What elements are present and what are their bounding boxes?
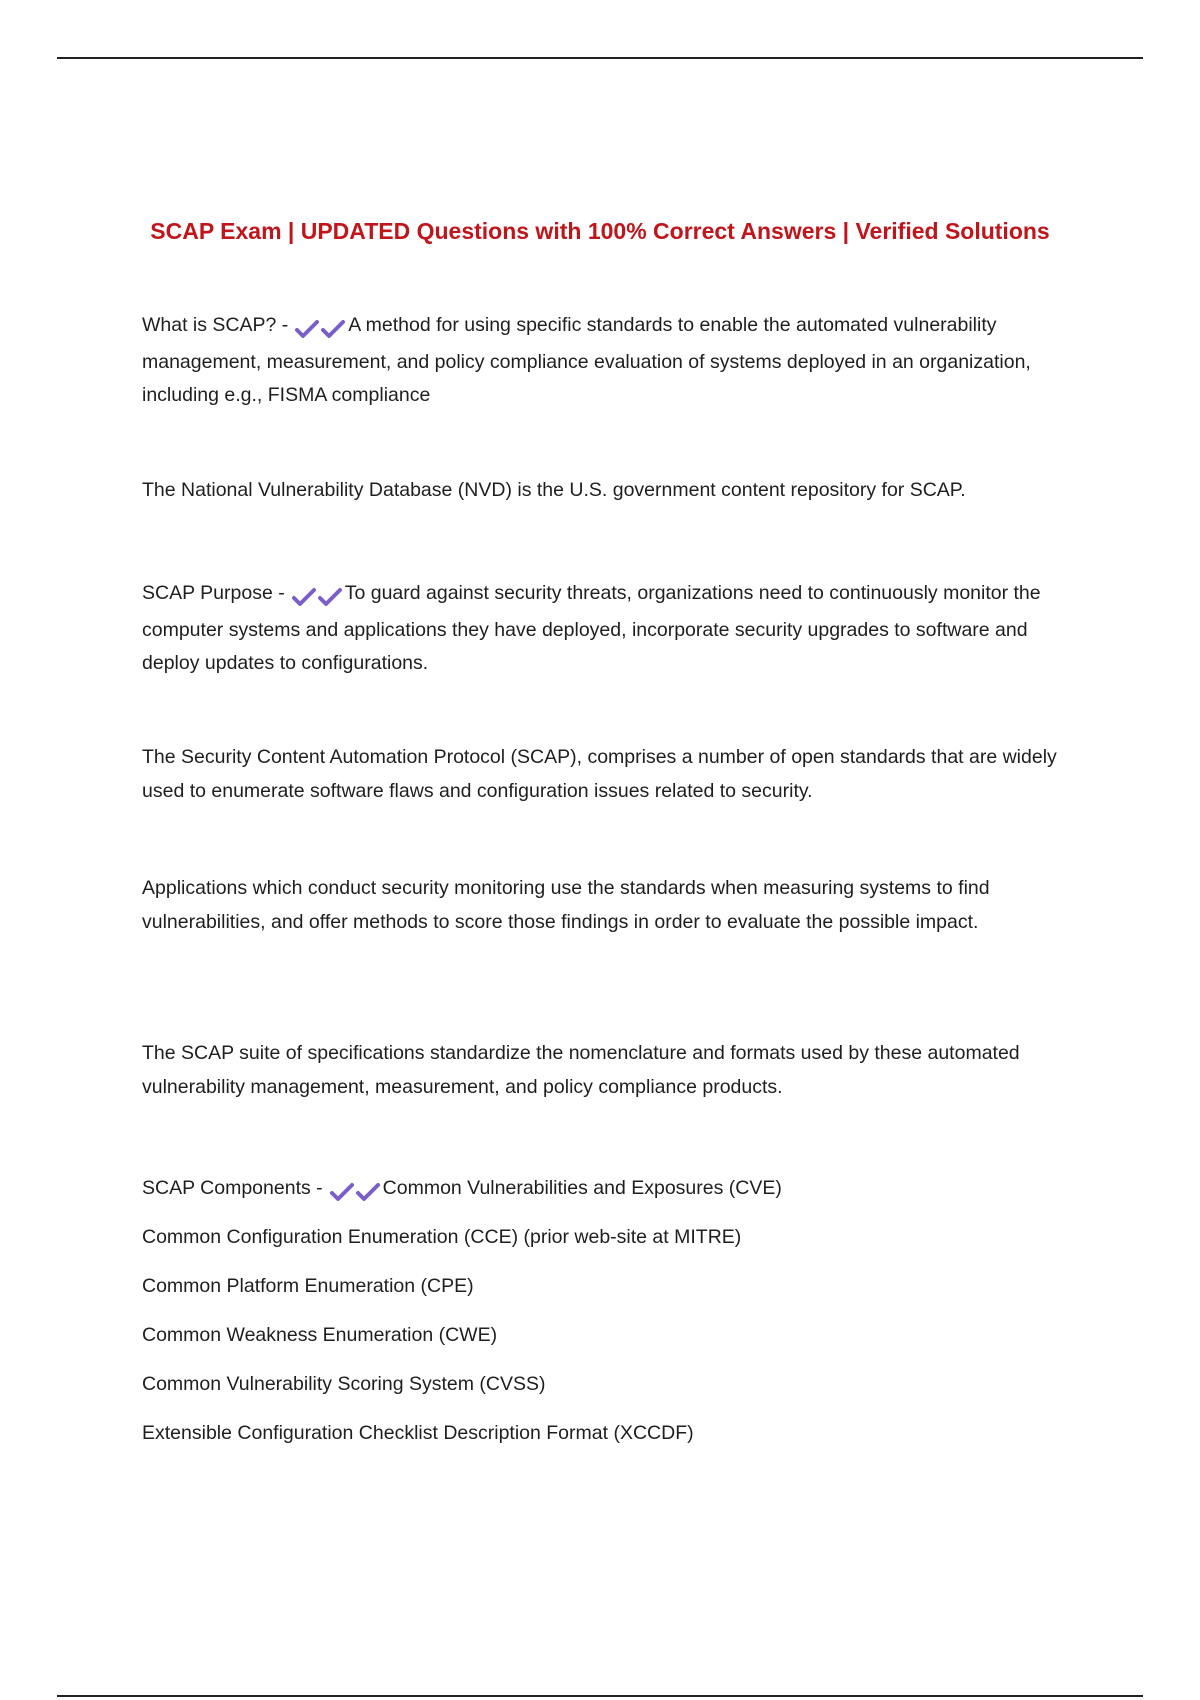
check-icon	[329, 1182, 355, 1202]
answer-text: Common Vulnerabilities and Exposures (CVE)	[382, 1177, 782, 1199]
list-item: Common Platform Enumeration (CPE)	[142, 1275, 474, 1297]
bottom-divider	[57, 1695, 1143, 1697]
qa-scap-purpose	[142, 577, 1062, 681]
list-item: Common Configuration Enumeration (CCE) (prior web-site at MITRE)	[142, 1226, 742, 1248]
double-check-icon	[329, 1176, 381, 1206]
question-text: What is SCAP? -	[142, 314, 289, 336]
question-text: SCAP Purpose -	[142, 582, 285, 604]
check-icon	[317, 587, 343, 607]
question-text: SCAP Components -	[142, 1177, 323, 1199]
qa-what-is-scap	[142, 309, 1062, 413]
list-item: Common Vulnerability Scoring System (CVSS)	[142, 1373, 546, 1395]
paragraph-nvd: The National Vulnerability Database (NVD) is the U.S. government content repository for SCAP.	[142, 479, 966, 501]
check-icon	[294, 319, 320, 339]
answer-text: A method for using specific standards to enable the automated vulnerability management, measurement, and policy compliance evaluation of systems deployed in an organization, including e.g., FISMA compliance	[142, 314, 1031, 406]
page-title: SCAP Exam | UPDATED Questions with 100% Correct Answers | Verified Solutions	[150, 218, 1050, 244]
top-divider	[57, 57, 1143, 59]
double-check-icon	[294, 312, 346, 346]
paragraph-applications: Applications which conduct security monitoring use the standards when measuring systems to find vulnerabilities, and offer methods to score those findings in order to evaluate the possible impact.	[142, 877, 990, 933]
list-item: Common Weakness Enumeration (CWE)	[142, 1324, 498, 1346]
paragraph-protocol: The Security Content Automation Protocol (SCAP), comprises a number of open standards that are widely used to enumerate software flaws and configuration issues related to security.	[142, 746, 1057, 802]
paragraph-suite: The SCAP suite of specifications standardize the nomenclature and formats used by these automated vulnerability management, measurement, and policy compliance products.	[142, 1042, 1020, 1098]
answer-text: To guard against security threats, organizations need to continuously monitor the computer systems and applications they have deployed, incorporate security upgrades to software and deploy updates to configurations.	[142, 582, 1041, 674]
check-icon	[355, 1182, 381, 1202]
qa-scap-components	[142, 1173, 1062, 1206]
double-check-icon	[291, 580, 343, 614]
check-icon	[291, 587, 317, 607]
list-item: Extensible Configuration Checklist Description Format (XCCDF)	[142, 1422, 694, 1444]
check-icon	[320, 319, 346, 339]
